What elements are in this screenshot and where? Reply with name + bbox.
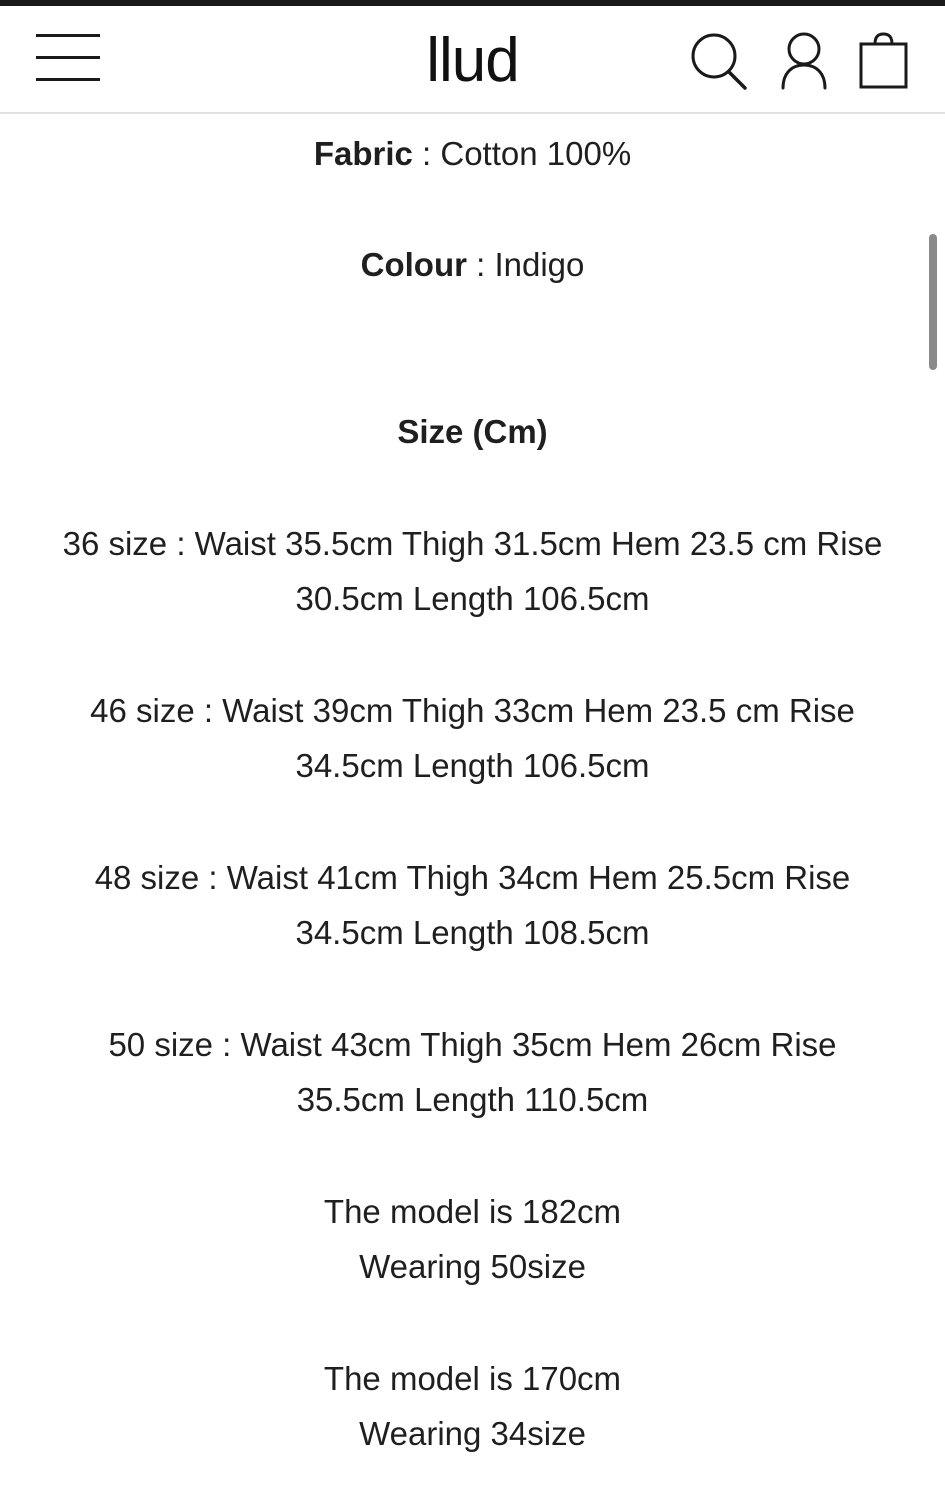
model-1-size: Wearing 50size xyxy=(359,1248,586,1285)
colour-line xyxy=(0,237,945,293)
size-48-line-1: 48 size : Waist 41cm Thigh 34cm Hem 25.5cm Rise xyxy=(94,859,851,896)
model-1-height: The model is 182cm xyxy=(323,1193,622,1230)
colour-label: Colour xyxy=(360,246,467,283)
shopping-bag-icon xyxy=(856,30,912,94)
size-36-line-1: 36 size : Waist 35.5cm Thigh 31.5cm Hem 23.5 cm Rise xyxy=(62,525,883,562)
search-button[interactable] xyxy=(688,30,748,94)
size-heading: Size (Cm) xyxy=(397,413,548,450)
scrollbar-thumb[interactable] xyxy=(929,234,937,370)
size-36-line-2: 30.5cm Length 106.5cm xyxy=(295,580,650,617)
account-button[interactable] xyxy=(776,30,836,94)
size-48-line-2: 34.5cm Length 108.5cm xyxy=(295,914,650,951)
model-2-size: Wearing 34size xyxy=(359,1415,586,1452)
fabric-value: : Cotton 100% xyxy=(412,135,632,172)
model-2-height: The model is 170cm xyxy=(323,1360,622,1397)
size-50-line-2: 35.5cm Length 110.5cm xyxy=(296,1081,649,1118)
cart-button[interactable] xyxy=(856,30,916,94)
user-icon xyxy=(776,30,832,94)
site-logo[interactable]: llud xyxy=(426,26,519,95)
size-46-line-1: 46 size : Waist 39cm Thigh 33cm Hem 23.5 cm Rise xyxy=(90,692,855,729)
colour-value: : Indigo xyxy=(466,246,585,283)
size-50-line-1: 50 size : Waist 43cm Thigh 35cm Hem 26cm Rise xyxy=(108,1026,837,1063)
search-icon xyxy=(688,30,748,94)
fabric-label: Fabric xyxy=(313,135,413,172)
size-46-line-2: 34.5cm Length 106.5cm xyxy=(295,747,650,784)
menu-button[interactable] xyxy=(36,30,100,84)
fabric-line xyxy=(0,126,945,182)
site-header xyxy=(0,6,945,114)
